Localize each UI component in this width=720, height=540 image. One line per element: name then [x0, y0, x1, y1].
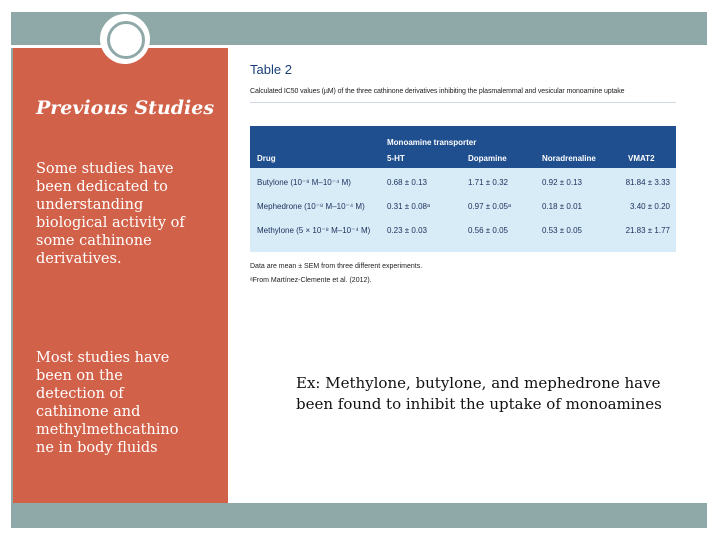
col-header-drug: Drug: [257, 154, 276, 163]
cell-dopamine: 0.97 ± 0.05ᵃ: [468, 202, 511, 211]
cell-5ht: 0.31 ± 0.08ᵃ: [387, 202, 430, 211]
col-header-dopamine: Dopamine: [468, 154, 507, 163]
col-header-5ht: 5-HT: [387, 154, 405, 163]
table-row: [250, 202, 676, 222]
data-table: [250, 126, 676, 252]
group-header: Monoamine transporter: [387, 138, 477, 147]
bottom-band: [11, 503, 707, 528]
cell-dopamine: 1.71 ± 0.32: [468, 178, 508, 187]
slide-title: Previous Studies: [36, 97, 215, 119]
cell-vmat2: 3.40 ± 0.20: [630, 202, 670, 211]
table-label: Table 2: [250, 62, 292, 77]
table-row: [250, 178, 676, 198]
cell-noradrenaline: 0.18 ± 0.01: [542, 202, 582, 211]
cell-noradrenaline: 0.53 ± 0.05: [542, 226, 582, 235]
cell-drug: Butylone (10⁻⁸ M–10⁻⁴ M): [257, 178, 351, 187]
table-header: [250, 126, 676, 168]
example-text: Ex: Methylone, butylone, and mephedrone have been found to inhibit the uptake of monoamines: [296, 374, 662, 413]
cell-5ht: 0.68 ± 0.13: [387, 178, 427, 187]
intro-paragraph: Some studies have been dedicated to understanding biological activity of some cathinone derivatives.: [36, 161, 185, 267]
col-header-noradrenaline: Noradrenaline: [542, 154, 596, 163]
cell-5ht: 0.23 ± 0.03: [387, 226, 427, 235]
col-header-vmat2: VMAT2: [628, 154, 655, 163]
cell-vmat2: 81.84 ± 3.33: [625, 178, 670, 187]
cell-drug: Mephedrone (10⁻⁸ M–10⁻⁴ M): [257, 202, 365, 211]
circle-ring-icon: [107, 21, 145, 59]
cell-dopamine: 0.56 ± 0.05: [468, 226, 508, 235]
table-caption: Calculated IC50 values (µM) of the three cathinone derivatives inhibiting the plasmalemmal and vesicular monoamine uptake: [250, 88, 625, 95]
content-area: [228, 48, 707, 503]
table-footnote: ᵃFrom Martínez-Clemente et al. (2012).: [250, 277, 372, 284]
cell-drug: Methylone (5 × 10⁻⁸ M–10⁻⁴ M): [257, 226, 371, 235]
caption-rule: [250, 102, 676, 103]
detection-paragraph: Most studies have been on the detection of cathinone and methylmethcathino ne in body fluids: [36, 350, 179, 456]
table-note: Data are mean ± SEM from three different experiments.: [250, 263, 423, 270]
cell-noradrenaline: 0.92 ± 0.13: [542, 178, 582, 187]
table-row: [250, 226, 676, 246]
cell-vmat2: 21.83 ± 1.77: [625, 226, 670, 235]
